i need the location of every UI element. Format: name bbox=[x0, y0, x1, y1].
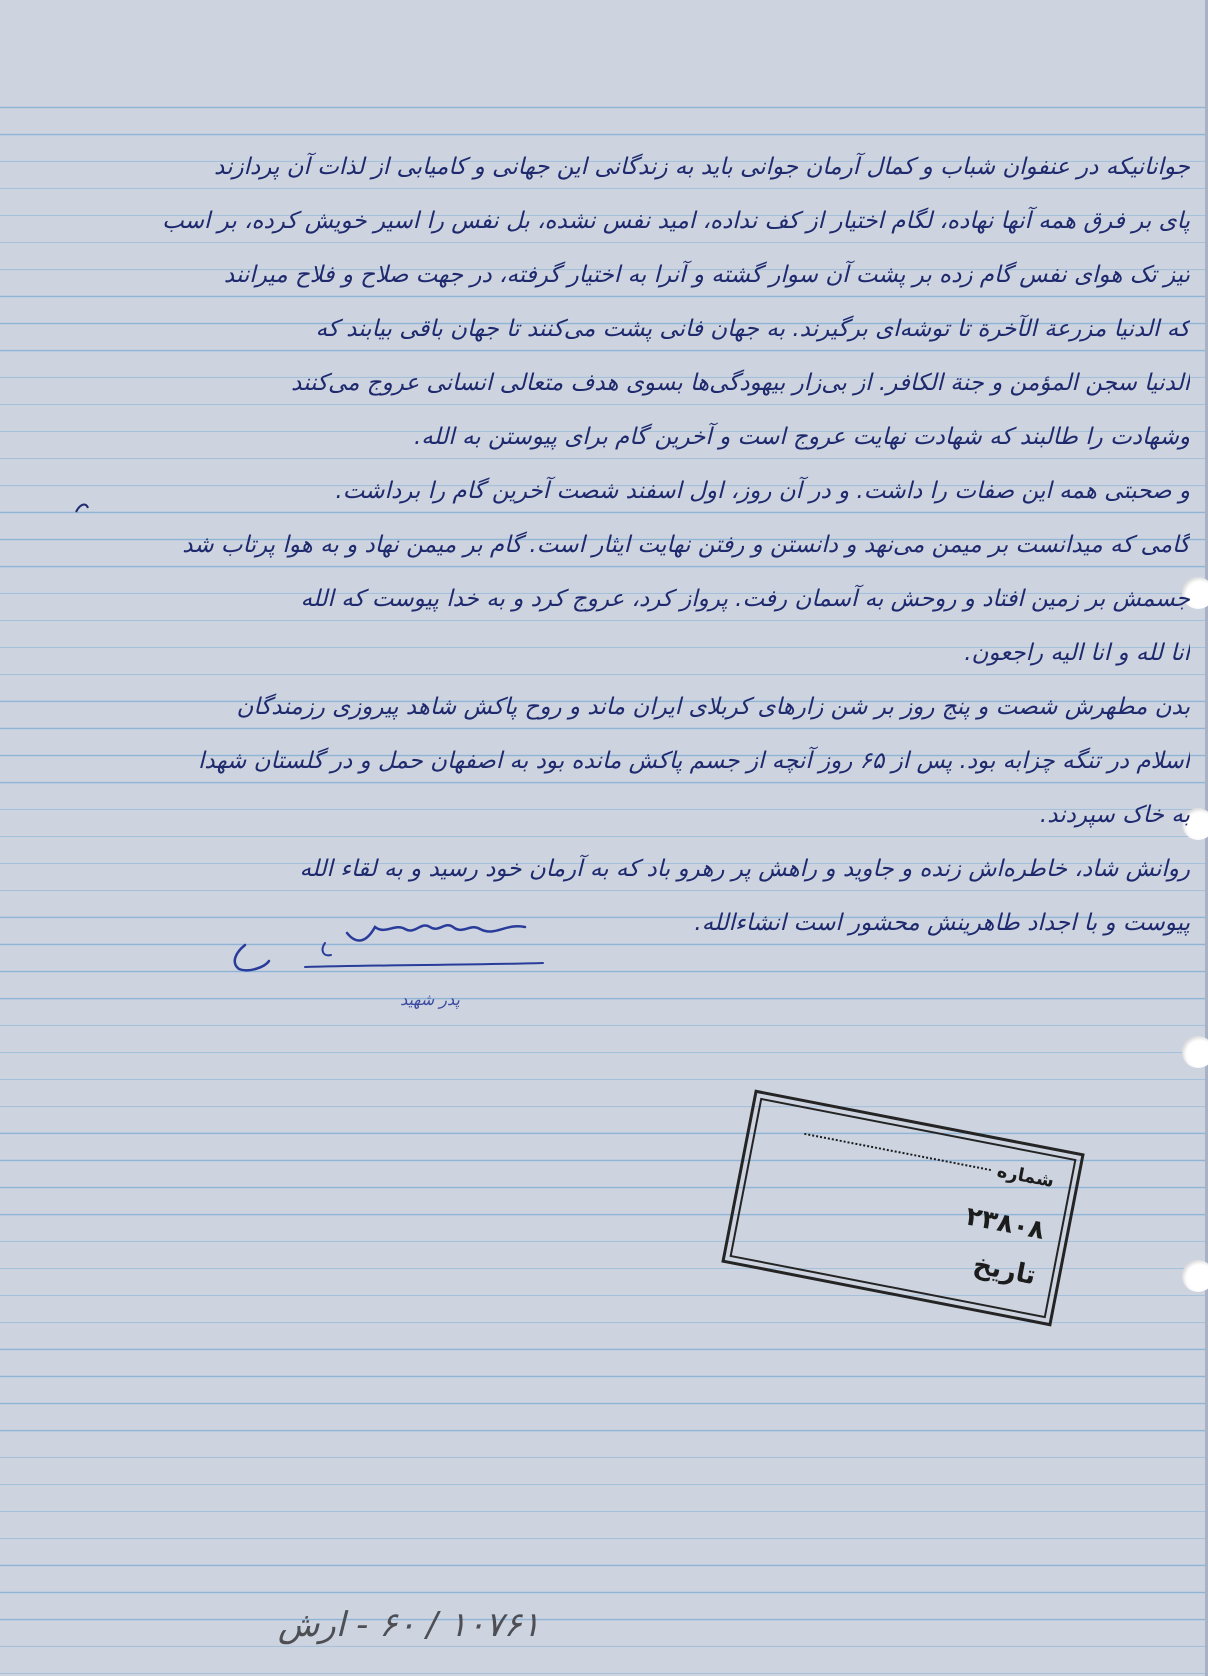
letter-line-8: گامی که میدانست بر میمن می‌نهد و دانستن و رفتن نهایت ایثار است. گام بر میمن نهاد و به هوا پرتاب شد bbox=[182, 532, 1190, 558]
handwritten-signature bbox=[225, 915, 545, 985]
binder-hole-4 bbox=[1182, 1260, 1208, 1292]
stamp-row-code: ۲۳۸۰۸ bbox=[963, 1201, 1047, 1247]
letter-line-10: انا لله و انا الیه راجعون. bbox=[964, 640, 1190, 666]
letter-line-3: تیز تک هوای نفس گام زده بر پشت آن سوار گشته و آنرا به اختیار گرفته، در جهت صلاح و فلاح میرانند bbox=[223, 262, 1190, 288]
letter-line-15: پیوست و با اجداد طاهرینش محشور است انشاءالله. bbox=[694, 910, 1190, 936]
letter-line-6: وشهادت را طالبند که شهادت نهایت عروج است و آخرین گام برای پیوستن به الله. bbox=[413, 424, 1190, 450]
letter-line-5: الدنیا سجن المؤمن و جنة الکافر. از بی‌زار بیهودگی‌ها بسوی هدف متعالی انسانی عروج می‌کنند bbox=[291, 370, 1190, 396]
letter-line-14: روانش شاد، خاطره‌اش زنده و جاوید و راهش پر رهرو باد که به آرمان خود رسید و به لقاء الله bbox=[299, 856, 1190, 882]
signature-caption: پدر شهید bbox=[400, 990, 460, 1009]
archive-pencil-note: ۱۰۷۶۱ / ۶۰ - ارش bbox=[277, 1605, 540, 1645]
letter-line-4: که الدنیا مزرعة الآخرة تا توشه‌ای برگیرند. به جهان فانی پشت می‌کنند تا جهان باقی بیابند که bbox=[315, 316, 1190, 342]
binder-hole-3 bbox=[1182, 1036, 1208, 1068]
margin-tick-mark bbox=[70, 498, 100, 528]
stamp-dotted-line bbox=[805, 1133, 992, 1171]
letter-line-9: جسمش بر زمین افتاد و روحش به آسمان رفت. پرواز کرد، عروج کرد و به خدا پیوست که الله bbox=[300, 586, 1190, 612]
stamp-number-label: شماره bbox=[995, 1160, 1056, 1193]
letter-line-13: به خاک سپردند. bbox=[1039, 802, 1190, 828]
letter-line-11: بدن مطهرش شصت و پنج روز بر شن زارهای کربلای ایران ماند و روح پاکش شاهد پیروزی رزمندگان bbox=[236, 694, 1190, 720]
stamp-row-date: تاریخ bbox=[970, 1249, 1039, 1292]
letter-line-7: و صحبتی همه این صفات را داشت. و در آن روز، اول اسفند شصت آخرین گام را برداشت. bbox=[335, 478, 1190, 504]
letter-line-2: پای بر فرق همه آنها نهاده، لگام اختیار از کف نداده، امید نفس نشده، بل نفس را اسیر خویش کرده، بر اسب bbox=[162, 208, 1190, 234]
letter-line-1: جوانانیکه در عنفوان شباب و کمال آرمان جوانی باید به زندگانی این جهانی و کامیابی از لذات آن پردازند bbox=[214, 154, 1190, 180]
handwritten-letter-body bbox=[40, 140, 1190, 950]
letter-line-12: اسلام در تنگه چزابه بود. پس از ۶۵ روز آنچه از جسم پاکش مانده بود به اصفهان حمل و در گلستان شهدا bbox=[197, 748, 1190, 774]
